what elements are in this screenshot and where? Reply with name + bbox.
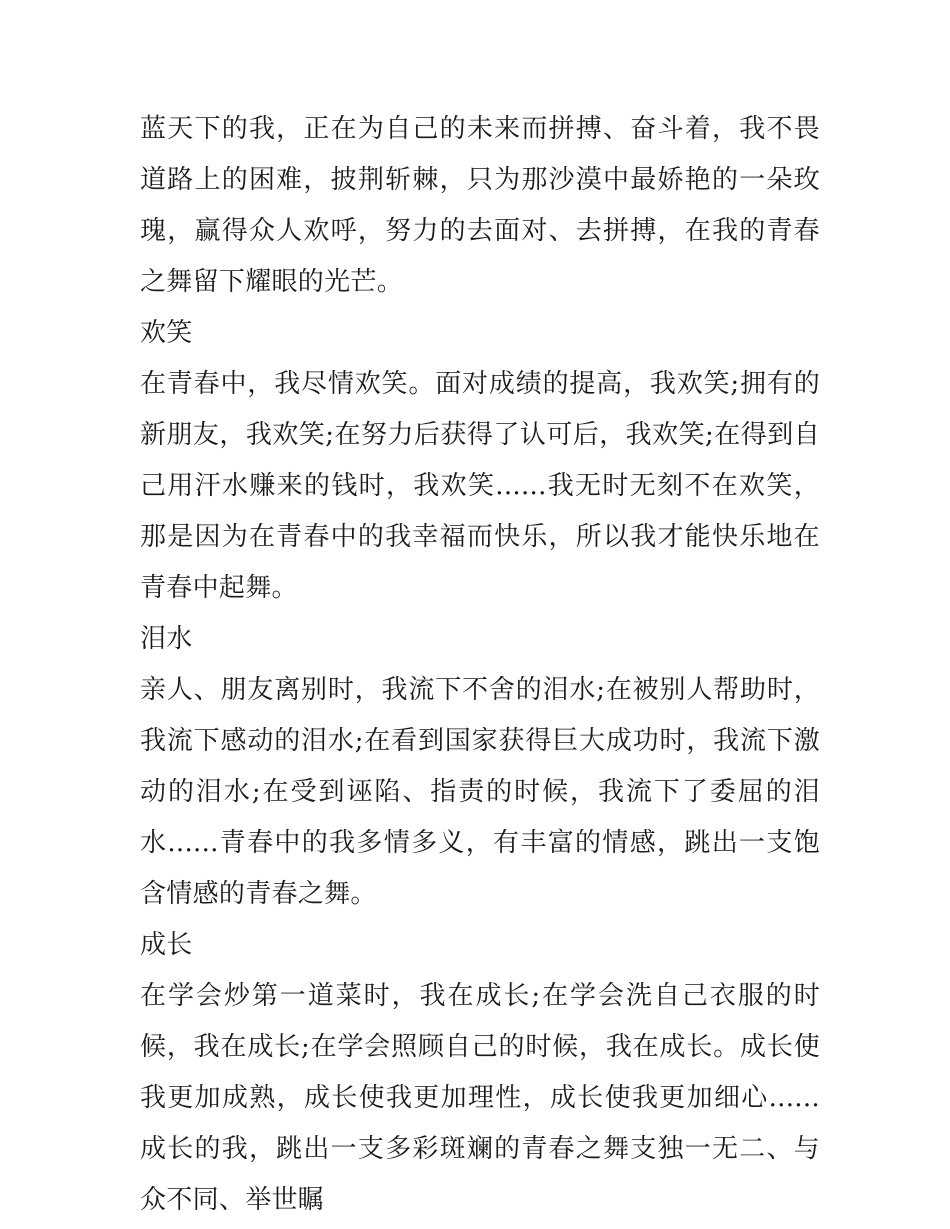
paragraph-intro: 蓝天下的我，正在为自己的未来而拼搏、奋斗着，我不畏道路上的困难，披荆斩棘，只为那沙漠中最娇艳的一朵玫瑰，赢得众人欢呼，努力的去面对、去拼搏，在我的青春之舞留下耀眼的光芒。 (140, 114, 820, 297)
section-heading-growth: 成长 (140, 930, 193, 960)
document-body (140, 104, 820, 1226)
paragraph-tears: 亲人、朋友离别时，我流下不舍的泪水;在被别人帮助时，我流下感动的泪水;在看到国家获得巨大成功时，我流下激动的泪水;在受到诬陷、指责的时候，我流下了委屈的泪水......青春中的我多情多义，有丰富的情感，跳出一支饱含情感的青春之舞。 (140, 675, 820, 909)
paragraph-laughter: 在青春中，我尽情欢笑。面对成绩的提高，我欢笑;拥有的新朋友，我欢笑;在努力后获得了认可后，我欢笑;在得到自己用汗水赚来的钱时，我欢笑......我无时无刻不在欢笑，那是因为在青春中的我幸福而快乐，所以我才能快乐地在青春中起舞。 (140, 369, 820, 603)
section-heading-laughter: 欢笑 (140, 318, 193, 348)
section-heading-tears: 泪水 (140, 624, 193, 654)
paragraph-growth: 在学会炒第一道菜时，我在成长;在学会洗自己衣服的时候，我在成长;在学会照顾自己的时候，我在成长。成长使我更加成熟，成长使我更加理性，成长使我更加细心......成长的我，跳出一支多彩斑斓的青春之舞支独一无二、与众不同、举世瞩 (140, 981, 820, 1215)
